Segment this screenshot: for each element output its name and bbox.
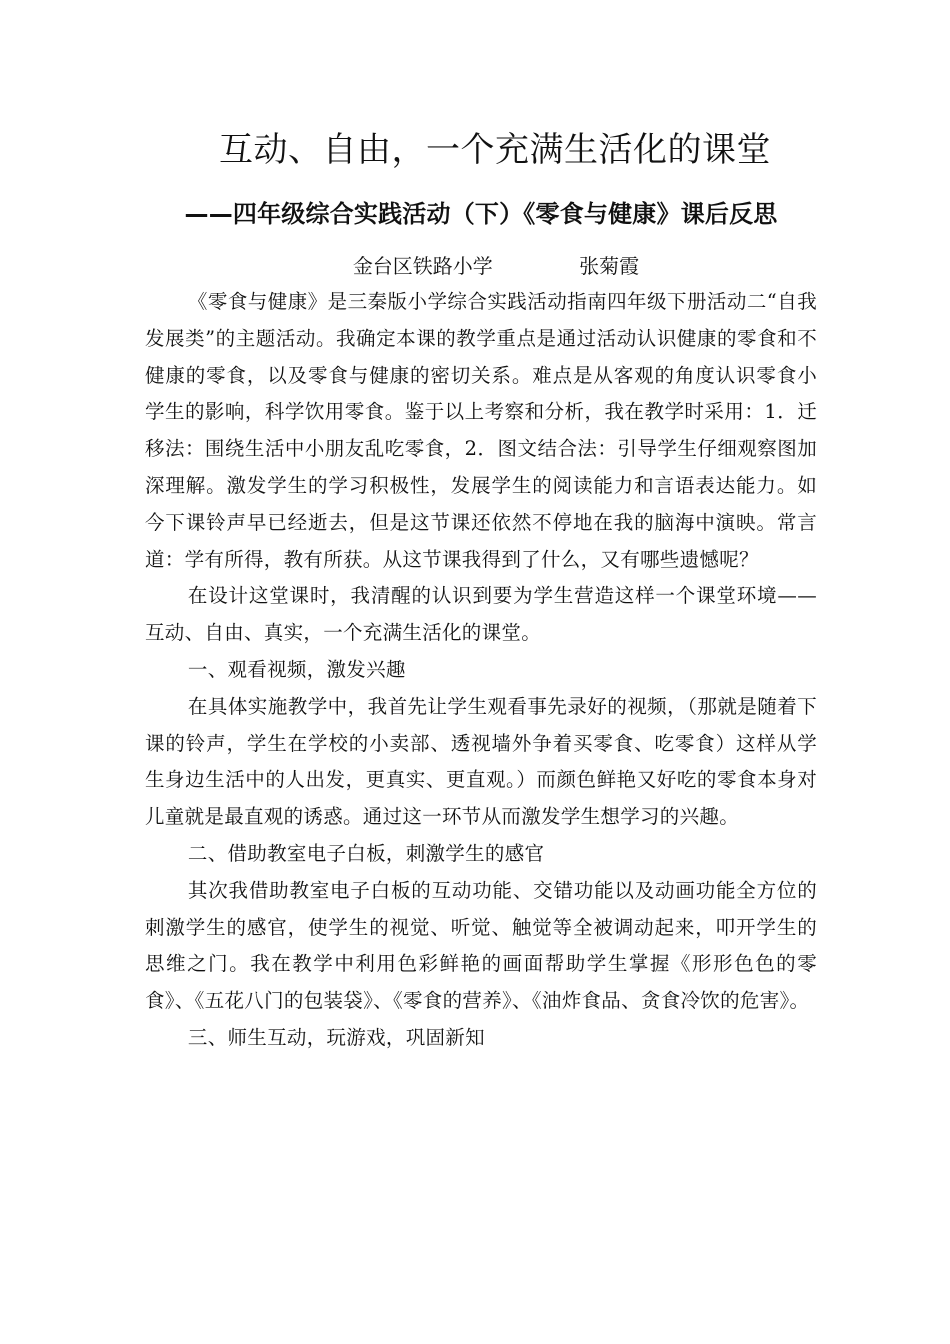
document-title: 互动、自由，一个充满生活化的课堂 bbox=[219, 130, 771, 170]
author-name: 张菊霞 bbox=[579, 254, 640, 278]
section-heading-3: 三、师生互动，玩游戏，巩固新知 bbox=[187, 1025, 485, 1049]
document-page bbox=[145, 120, 817, 1057]
author-school: 金台区铁路小学 bbox=[352, 254, 493, 278]
document-subtitle: ——四年级综合实践活动（下）《零食与健康》课后反思 bbox=[184, 200, 778, 228]
paragraph-design: 在设计这堂课时，我清醒的认识到要为学生营造这样一个课堂环境——互动、自由、真实，一个充满生活化的课堂。 bbox=[145, 584, 817, 645]
section-heading-2: 二、借助教室电子白板，刺激学生的感官 bbox=[187, 841, 545, 865]
author-byline bbox=[145, 248, 817, 284]
paragraph-section-2: 其次我借助教室电子白板的互动功能、交错功能以及动画功能全方位的刺激学生的感官，使学生的视觉、听觉、触觉等全被调动起来，叩开学生的思维之门。我在教学中利用色彩鲜艳的画面帮助学生掌握《形形色色的零食》、《五花八门的包装袋》、《零食的营养》、《油炸食品、贪食冷饮的危害》。 bbox=[145, 878, 817, 1013]
paragraph-intro: 《零食与健康》是三秦版小学综合实践活动指南四年级下册活动二“自我发展类”的主题活动。我确定本课的教学重点是通过活动认识健康的零食和不健康的零食，以及零食与健康的密切关系。难点是从客观的角度认识零食小学生的影响，科学饮用零食。鉴于以上考察和分析，我在教学时采用：1．迁移法：围绕生活中小朋友乱吃零食，2．图文结合法：引导学生仔细观察图加深理解。激发学生的学习积极性，发展学生的阅读能力和言语表达能力。如今下课铃声早已经逝去，但是这节课还依然不停地在我的脑海中演映。常言道：学有所得，教有所获。从这节课我得到了什么，又有哪些遗憾呢？ bbox=[145, 290, 817, 571]
paragraph-section-1: 在具体实施教学中，我首先让学生观看事先录好的视频，（那就是随着下课的铃声，学生在学校的小卖部、透视墙外争着买零食、吃零食）这样从学生身边生活中的人出发，更真实、更直观。）而颜色鲜艳又好吃的零食本身对儿童就是最直观的诱惑。通过这一环节从而激发学生想学习的兴趣。 bbox=[145, 694, 817, 829]
section-heading-1: 一、观看视频，激发兴趣 bbox=[187, 657, 406, 681]
document-body bbox=[145, 284, 817, 1057]
